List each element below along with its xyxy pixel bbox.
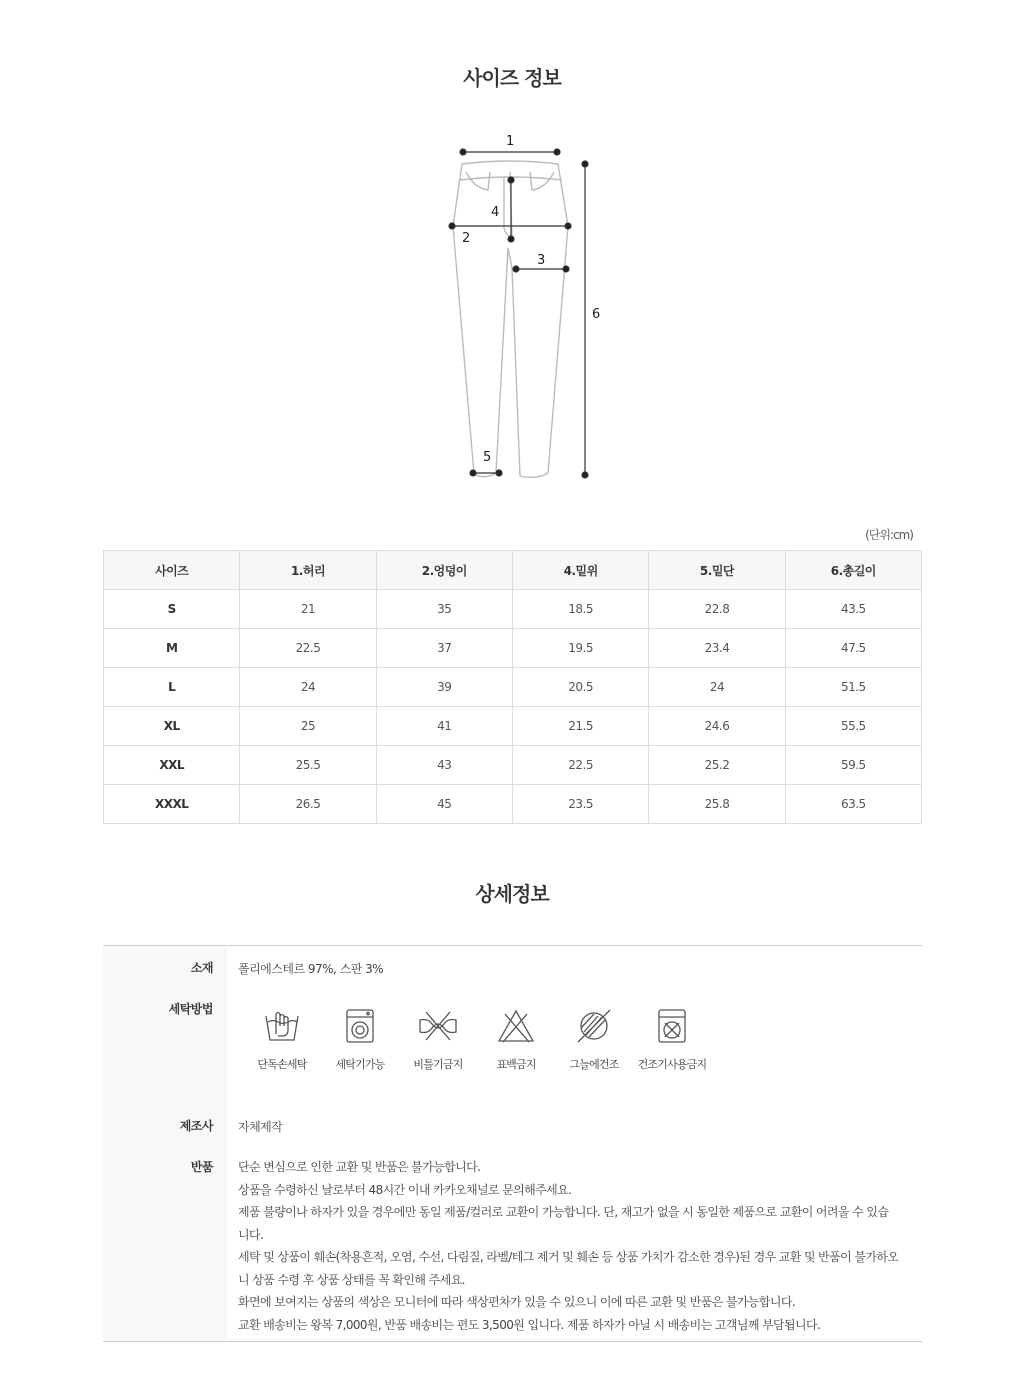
diagram-label-6: 6: [592, 307, 601, 322]
diagram-label-2: 2: [462, 231, 471, 246]
value-cell: 43: [376, 746, 512, 785]
value-cell: 45: [376, 785, 512, 824]
header-cell: 6.총길이: [785, 551, 921, 590]
value-cell: 25.5: [240, 746, 376, 785]
table-row: [104, 707, 922, 746]
value-cell: 39: [376, 668, 512, 707]
value-cell: 22.8: [649, 590, 785, 629]
value-cell: 26.5: [240, 785, 376, 824]
wash-label-text: 단독손세탁: [257, 1058, 307, 1071]
value-cell: 43.5: [785, 590, 921, 629]
value-cell: 24: [240, 668, 376, 707]
header-cell: 2.엉덩이: [376, 551, 512, 590]
return-line: 세탁 및 상품이 훼손(착용흔적, 오염, 수선, 다림질, 라벨/테그 제거 및 훼손 등 상품 가치가 감소한 경우)된 경우 교환 및 반품이 불가하오: [238, 1250, 899, 1264]
value-cell: 35: [376, 590, 512, 629]
return-line: 니 상품 수령 후 상품 상태를 꼭 확인해 주세요.: [238, 1272, 465, 1287]
no-tumble-dry-icon: [652, 1008, 692, 1044]
wash-icon-list: [243, 1008, 711, 1072]
value-cell: 37: [376, 629, 512, 668]
wash-item: [399, 1008, 477, 1072]
value-cell: 18.5: [512, 590, 648, 629]
shade-dry-icon: [574, 1008, 614, 1044]
header-cell: 4.밑위: [512, 551, 648, 590]
return-line: 제품 불량이나 하자가 있을 경우에만 동일 제품/컬러로 교환이 가능합니다. 단, 재고가 없을 시 동일한 제품으로 교환이 어려울 수 있습: [238, 1205, 889, 1219]
pants-size-diagram: [440, 128, 620, 488]
return-line: 단순 변심으로 인한 교환 및 반품은 불가능합니다.: [238, 1160, 481, 1174]
maker-value: 자체제작: [238, 1120, 283, 1134]
value-cell: 22.5: [240, 629, 376, 668]
value-cell: 21.5: [512, 707, 648, 746]
value-cell: 24.6: [649, 707, 785, 746]
material-label: 소재: [190, 961, 213, 975]
material-value: 폴리에스테르 97%, 스판 3%: [238, 962, 384, 976]
wash-item: [633, 1008, 711, 1072]
unit-label: (단위:cm): [865, 528, 913, 542]
value-cell: 25.8: [649, 785, 785, 824]
header-cell: 사이즈: [104, 551, 240, 590]
size-cell: XXL: [104, 746, 240, 785]
hand-wash-icon: [262, 1008, 302, 1044]
header-cell: 1.허리: [240, 551, 376, 590]
table-row: [104, 590, 922, 629]
return-line: 화면에 보여지는 상품의 색상은 모니터에 따라 색상편차가 있을 수 있으니 이에 따른 교환 및 반품은 불가능합니다.: [238, 1295, 796, 1309]
washing-machine-icon: [340, 1008, 380, 1044]
value-cell: 51.5: [785, 668, 921, 707]
diagram-label-5: 5: [483, 450, 492, 465]
size-table: [103, 550, 922, 824]
table-row: [104, 746, 922, 785]
no-wring-icon: [418, 1008, 458, 1044]
wash-item: [243, 1008, 321, 1072]
table-row: [104, 668, 922, 707]
no-bleach-icon: [496, 1008, 536, 1044]
diagram-label-1: 1: [506, 134, 515, 149]
value-cell: 20.5: [512, 668, 648, 707]
size-table-header-row: [104, 551, 922, 590]
value-cell: 24: [649, 668, 785, 707]
return-policy: [238, 1156, 910, 1336]
return-line: 니다.: [238, 1227, 264, 1242]
table-row: [104, 785, 922, 824]
size-cell: L: [104, 668, 240, 707]
wash-item: [321, 1008, 399, 1072]
wash-label-text: 비틀기금지: [413, 1058, 463, 1071]
value-cell: 47.5: [785, 629, 921, 668]
header-cell: 5.밑단: [649, 551, 785, 590]
size-cell: XXXL: [104, 785, 240, 824]
wash-label: 세탁방법: [168, 1002, 213, 1016]
value-cell: 63.5: [785, 785, 921, 824]
size-cell: M: [104, 629, 240, 668]
size-cell: XL: [104, 707, 240, 746]
value-cell: 23.4: [649, 629, 785, 668]
value-cell: 22.5: [512, 746, 648, 785]
value-cell: 21: [240, 590, 376, 629]
value-cell: 59.5: [785, 746, 921, 785]
diagram-label-3: 3: [537, 253, 546, 268]
table-row: [104, 629, 922, 668]
wash-label-text: 세탁기가능: [335, 1058, 385, 1071]
wash-label-text: 표백금지: [496, 1058, 536, 1071]
wash-label-text: 그늘에건조: [569, 1058, 619, 1071]
return-line: 교환 배송비는 왕복 7,000원, 반품 배송비는 편도 3,500원 입니다. 제품 하자가 아닐 시 배송비는 고객님께 부담됩니다.: [238, 1317, 821, 1332]
size-info-title: 사이즈 정보: [463, 66, 561, 90]
diagram-label-4: 4: [491, 205, 500, 220]
return-label: 반품: [190, 1160, 213, 1174]
value-cell: 19.5: [512, 629, 648, 668]
wash-label-text: 건조기사용금지: [637, 1058, 707, 1071]
return-line: 상품을 수령하신 날로부터 48시간 이내 카카오채널로 문의해주세요.: [238, 1182, 572, 1197]
maker-label: 제조사: [179, 1119, 213, 1133]
detail-info-title: 상세정보: [475, 882, 549, 906]
value-cell: 55.5: [785, 707, 921, 746]
wash-item: [477, 1008, 555, 1072]
value-cell: 41: [376, 707, 512, 746]
value-cell: 25: [240, 707, 376, 746]
value-cell: 25.2: [649, 746, 785, 785]
detail-info-table: [103, 945, 922, 1342]
wash-item: [555, 1008, 633, 1072]
size-cell: S: [104, 590, 240, 629]
value-cell: 23.5: [512, 785, 648, 824]
